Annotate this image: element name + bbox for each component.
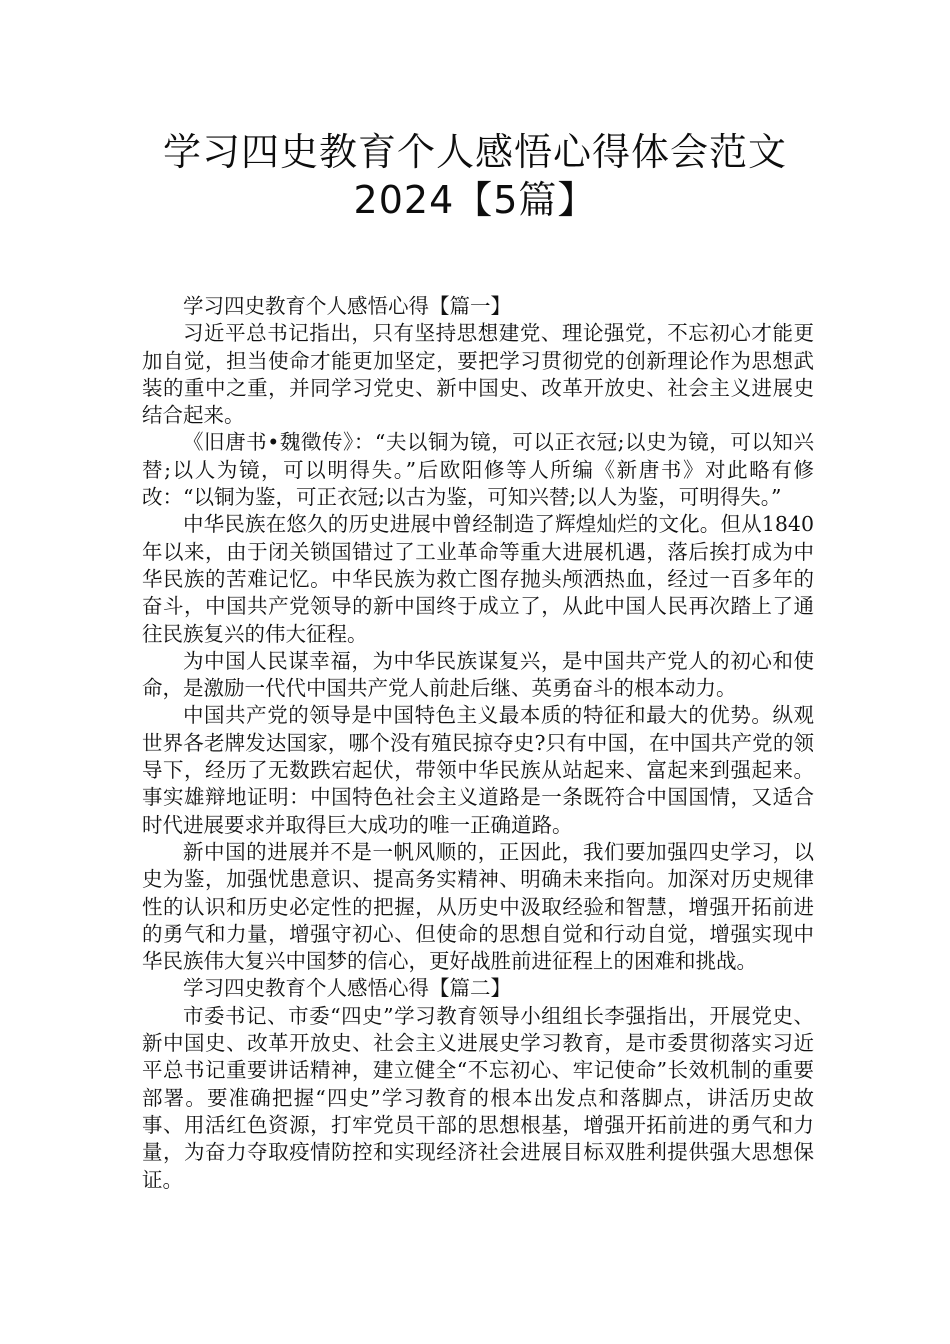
title-line-2: 2024【5篇】 xyxy=(353,178,597,222)
paragraph: 中华民族在悠久的历史进展中曾经制造了辉煌灿烂的文化。但从1840年以来，由于闭关锁国错过了工业革命等重大进展机遇，落后挨打成为中华民族的苦难记忆。中华民族为救亡图存抛头颅洒热血，经过一百多年的奋斗，中国共产党领导的新中国终于成立了，从此中国人民再次踏上了通往民族复兴的伟大征程。 xyxy=(142,512,814,646)
section-heading-1: 学习四史教育个人感悟心得【篇一】 xyxy=(183,294,511,318)
section-heading-2: 学习四史教育个人感悟心得【篇二】 xyxy=(183,976,511,1001)
document-body xyxy=(142,293,814,1194)
paragraph: 市委书记、市委“四史”学习教育领导小组组长李强指出，开展党史、新中国史、改革开放史、社会主义进展史学习教育，是市委贯彻落实习近平总书记重要讲话精神，建立健全“不忘初心、牢记使命”长效机制的重要部署。要准确把握“四史”学习教育的根本出发点和落脚点，讲活历史故事、用活红色资源，打牢党员干部的思想根基，增强开拓前进的勇气和力量，为奋力夺取疫情防控和实现经济社会进展目标双胜利提供强大思想保证。 xyxy=(142,1003,814,1192)
paragraph: 《旧唐书•魏徵传》：“夫以铜为镜，可以正衣冠;以史为镜，可以知兴替;以人为镜，可以明得失。”后欧阳修等人所编《新唐书》对此略有修改：“以铜为鉴，可正衣冠;以古为鉴，可知兴替;以人为鉴，可明得失。” xyxy=(142,430,814,510)
title-line-1: 学习四史教育个人感悟心得体会范文 xyxy=(162,130,787,174)
paragraph: 为中国人民谋幸福，为中华民族谋复兴，是中国共产党人的初心和使命，是激励一代代中国共产党人前赴后继、英勇奋斗的根本动力。 xyxy=(142,648,814,701)
paragraph: 习近平总书记指出，只有坚持思想建党、理论强党，不忘初心才能更加自觉，担当使命才能更加坚定，要把学习贯彻党的创新理论作为思想武装的重中之重，并同学习党史、新中国史、改革开放史、社会主义进展史结合起来。 xyxy=(142,321,814,428)
paragraph: 新中国的进展并不是一帆风顺的，正因此，我们要加强四史学习，以史为鉴，加强忧患意识、提高务实精神、明确未来指向。加深对历史规律性的认识和历史必定性的把握，从历史中汲取经验和智慧，增强开拓前进的勇气和力量，增强守初心、但使命的思想自觉和行动自觉，增强实现中华民族伟大复兴中国梦的信心，更好战胜前进征程上的困难和挑战。 xyxy=(142,839,814,974)
document-title xyxy=(100,128,850,224)
paragraph: 中国共产党的领导是中国特色主义最本质的特征和最大的优势。纵观世界各老牌发达国家，哪个没有殖民掠夺史?只有中国，在中国共产党的领导下，经历了无数跌宕起伏，带领中华民族从站起来、富起来到强起来。事实雄辩地证明：中国特色社会主义道路是一条既符合中国国情，又适合时代进展要求并取得巨大成功的唯一正确道路。 xyxy=(142,703,814,837)
